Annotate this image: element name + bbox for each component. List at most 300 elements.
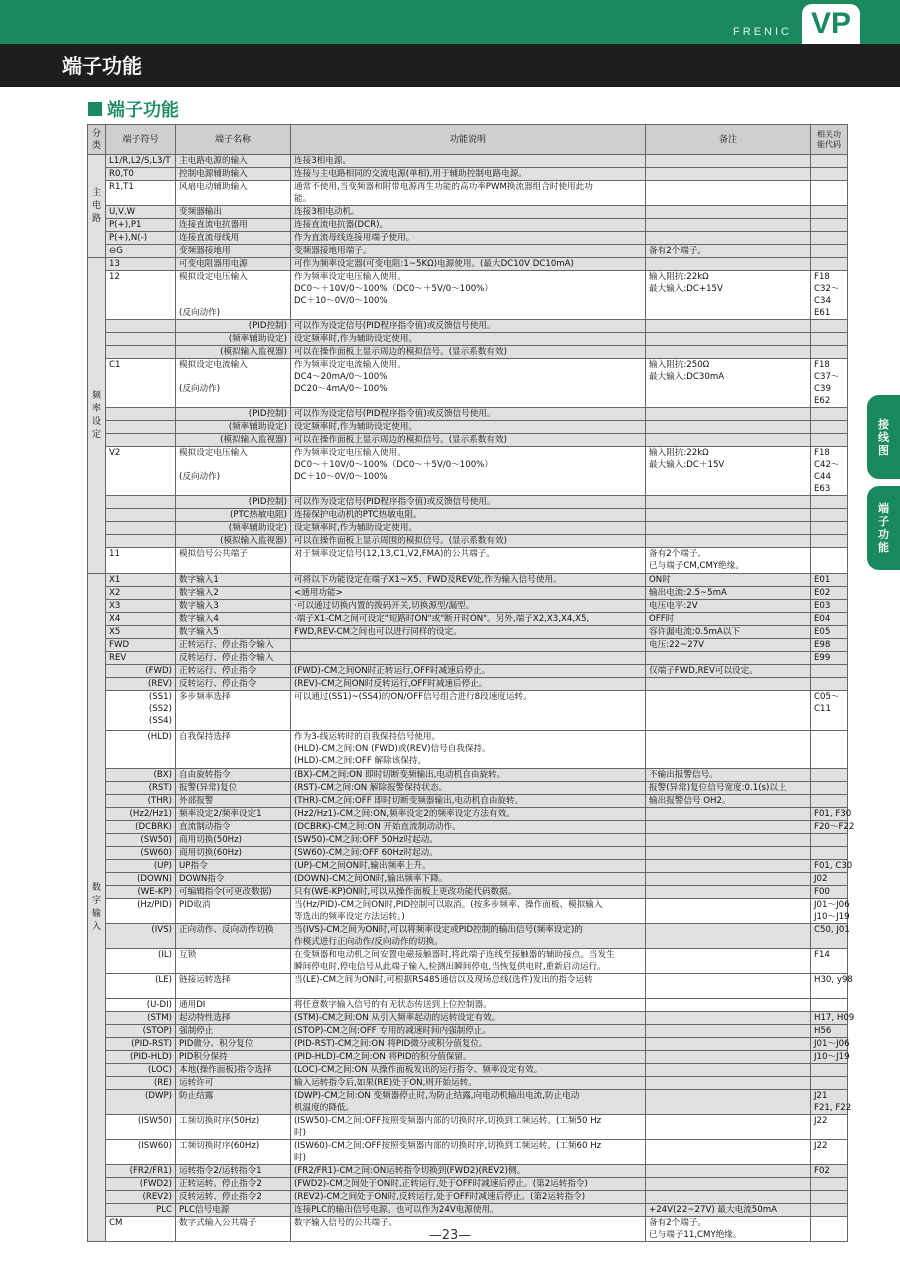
terminal-name: 互锁 (176, 949, 291, 974)
terminal-name: 直流制动指令 (176, 821, 291, 834)
terminal-name: 模拟设定电压输入 (反向动作) (176, 447, 291, 496)
table-row (88, 1165, 848, 1178)
function-description: 可以作为设定信号(PID程序指令值)或反馈信号使用。 (291, 408, 646, 421)
function-codes (811, 509, 848, 522)
table-row (88, 320, 848, 333)
function-codes (811, 999, 848, 1012)
terminal-name: 运转指令2/运转指令1 (176, 1165, 291, 1178)
function-codes (811, 346, 848, 359)
function-codes (811, 522, 848, 535)
remarks (646, 219, 811, 232)
terminal-name: 通用DI (176, 999, 291, 1012)
remarks (646, 496, 811, 509)
function-description: ·可以通过切换内置的拨码开关,切换源型/漏型。 (291, 600, 646, 613)
remarks (646, 421, 811, 434)
function-codes (811, 155, 848, 168)
brand-series-text: FRENIC (733, 26, 792, 38)
page-footer: —23— (428, 1228, 472, 1243)
terminal-name: (频率辅助设定) (176, 522, 291, 535)
terminal-symbol (106, 408, 176, 421)
table-row (88, 1140, 848, 1165)
terminal-name: 工频切换时序(60Hz) (176, 1140, 291, 1165)
table-row (88, 219, 848, 232)
remarks: OFF时 (646, 613, 811, 626)
function-codes: F14 (811, 949, 848, 974)
terminal-symbol: (LOC) (106, 1064, 176, 1077)
table-row (88, 613, 848, 626)
terminal-symbol: (RST) (106, 782, 176, 795)
function-description: 数字输入信号的公共端子。 (291, 1217, 646, 1242)
terminal-symbol: (DOWN) (106, 873, 176, 886)
function-description: (DOWN)-CM之间ON时,输出频率下降。 (291, 873, 646, 886)
table-row (88, 899, 848, 924)
terminal-name: 自我保持选择 (176, 731, 291, 769)
terminal-symbol (106, 434, 176, 447)
terminal-symbol: (FR2/FR1) (106, 1165, 176, 1178)
function-codes (811, 731, 848, 769)
terminal-symbol: X5 (106, 626, 176, 639)
category-main: 主电路 (88, 155, 106, 258)
remarks: +24V(22~27V) 最大电流50mA (646, 1204, 811, 1217)
terminal-symbol: (IVS) (106, 924, 176, 949)
terminal-name: 频率设定2/频率设定1 (176, 808, 291, 821)
terminal-name: 正向动作、反向动作切换 (176, 924, 291, 949)
terminal-symbol (106, 522, 176, 535)
remarks (646, 1165, 811, 1178)
function-description: 连接保护电动机的PTC热敏电阻。 (291, 509, 646, 522)
terminal-name: 多步频率选择 (176, 691, 291, 731)
remarks (646, 691, 811, 731)
terminal-symbol: X2 (106, 587, 176, 600)
terminal-name: UP指令 (176, 860, 291, 873)
function-description: 作为频率设定电压输入使用。 DC0～＋10V/0～100%（DC0～＋5V/0～100%） DC＋10～0V/0～100% (291, 271, 646, 320)
function-description (291, 639, 646, 652)
category-digital: 数字输入 (88, 574, 106, 1242)
remarks (646, 847, 811, 860)
table-row (88, 678, 848, 691)
function-codes (811, 834, 848, 847)
terminal-name: (PID控制) (176, 496, 291, 509)
remarks (646, 155, 811, 168)
col-header-codes: 相关功能代码 (811, 125, 848, 155)
remarks: 报警(异常)复位信号宽度:0.1(s)以上 (646, 782, 811, 795)
remarks (646, 509, 811, 522)
page-number: 23 (441, 1228, 459, 1243)
remarks (646, 652, 811, 665)
terminal-symbol: (SW60) (106, 847, 176, 860)
terminal-name: 模拟设定电压输入 (反向动作) (176, 271, 291, 320)
terminal-name: 反转运行、停止指令 (176, 678, 291, 691)
terminal-name: PLC信号电源 (176, 1204, 291, 1217)
remarks (646, 1191, 811, 1204)
table-row (88, 1051, 848, 1064)
terminal-name: 报警(异常)复位 (176, 782, 291, 795)
top-banner (0, 0, 900, 44)
terminal-symbol: 12 (106, 271, 176, 320)
function-description: (LOC)-CM之间:ON 从操作面板发出的运行指令、频率设定有效。 (291, 1064, 646, 1077)
terminal-name: 链接运转选择 (176, 974, 291, 999)
terminal-name: 强制停止 (176, 1025, 291, 1038)
terminal-symbol: V2 (106, 447, 176, 496)
remarks (646, 974, 811, 999)
function-codes (811, 219, 848, 232)
terminal-symbol: (WE-KP) (106, 886, 176, 899)
terminal-name: 可变电阻器用电源 (176, 258, 291, 271)
function-description (291, 652, 646, 665)
remarks (646, 1178, 811, 1191)
table-row (88, 691, 848, 731)
function-codes: F18 C42～ C44 E63 (811, 447, 848, 496)
terminal-name: (PID控制) (176, 320, 291, 333)
function-codes: J22 (811, 1140, 848, 1165)
col-header-function: 功能说明 (291, 125, 646, 155)
function-codes (811, 1077, 848, 1090)
table-row (88, 271, 848, 320)
tab-wiring-diagram[interactable]: 接线图 (867, 395, 900, 479)
function-description: 可以通过(SS1)~(SS4)的ON/OFF信号组合进行8段速度运转。 (291, 691, 646, 731)
function-description: 当(IVS)-CM之间为ON时,可以将频率设定或PID控制的输出信号(频率设定)的 作模式进行正向动作/反向动作的切换。 (291, 924, 646, 949)
function-description: (REV2)-CM之间处于ON时,反转运行,处于OFF时减速后停止。(第2运转指令) (291, 1191, 646, 1204)
terminal-name: 数字输入5 (176, 626, 291, 639)
table-row (88, 834, 848, 847)
terminal-symbol (106, 346, 176, 359)
table-row (88, 652, 848, 665)
remarks (646, 1115, 811, 1140)
terminal-name: 反转运行、停止指令输入 (176, 652, 291, 665)
terminal-name: 控制电源辅助输入 (176, 168, 291, 181)
remarks: 备有2个端子。 (646, 245, 811, 258)
function-description: (DWP)-CM之间:ON 变频器停止时,为防止结露,向电动机输出电流,防止电动 机温度的降低。 (291, 1090, 646, 1115)
table-row (88, 600, 848, 613)
table-row (88, 333, 848, 346)
function-codes: J21 F21, F22 (811, 1090, 848, 1115)
terminal-symbol: X1 (106, 574, 176, 587)
remarks: 电压电平:2V (646, 600, 811, 613)
terminal-symbol: (FWD) (106, 665, 176, 678)
table-row (88, 1077, 848, 1090)
function-description: 可以在操作面板上显示周边的模拟信号。(显示系数有效) (291, 434, 646, 447)
terminal-symbol: 13 (106, 258, 176, 271)
function-codes (811, 232, 848, 245)
tab-terminal-functions[interactable]: 端子功能 (867, 486, 900, 570)
terminal-symbol (106, 496, 176, 509)
terminal-name: (模拟输入监视器) (176, 535, 291, 548)
function-codes: F18 C32～ C34 E61 (811, 271, 848, 320)
function-description: (ISW60)-CM之间:OFF按照变频器内部的切换时序,切换到工频运转。(工频60 Hz 时) (291, 1140, 646, 1165)
terminal-name: 模拟设定电流输入 (反向动作) (176, 359, 291, 408)
terminal-symbol: (SW50) (106, 834, 176, 847)
terminal-symbol: U,V,W (106, 206, 176, 219)
function-codes (811, 1064, 848, 1077)
terminal-name: 数字式输入公共端子 (176, 1217, 291, 1242)
remarks (646, 899, 811, 924)
remarks (646, 181, 811, 206)
remarks (646, 731, 811, 769)
terminal-name: 正转运行、停止指令输入 (176, 639, 291, 652)
terminal-name: 模拟信号公共端子 (176, 548, 291, 574)
function-codes: J10～J19 (811, 1051, 848, 1064)
remarks: 仅端子FWD,REV可以设定。 (646, 665, 811, 678)
table-row (88, 359, 848, 408)
function-description: 在变频器和电动机之间安置电磁接触器时,将此端子连线至接触器的辅助接点。当发生 瞬间停电时,停电信号从此端子输入,检测出瞬间停电,当恢复供电时,重新启动运行。 (291, 949, 646, 974)
function-description: 作为频率设定电压输入使用。 DC0～＋10V/0～100%（DC0～＋5V/0～100%） DC＋10～0V/0～100% (291, 447, 646, 496)
terminal-symbol: R0,T0 (106, 168, 176, 181)
terminal-function-table (87, 124, 855, 1242)
terminal-name: 变频器接地用 (176, 245, 291, 258)
function-codes (811, 408, 848, 421)
terminal-symbol (106, 333, 176, 346)
terminal-symbol: (BX) (106, 769, 176, 782)
function-description: 变频器接地用端子。 (291, 245, 646, 258)
remarks (646, 1077, 811, 1090)
function-codes (811, 333, 848, 346)
function-description: 连接3相电动机。 (291, 206, 646, 219)
terminal-name: 商用切换(50Hz) (176, 834, 291, 847)
table-row (88, 1191, 848, 1204)
function-codes (811, 535, 848, 548)
function-codes (811, 496, 848, 509)
terminal-symbol: (FWD2) (106, 1178, 176, 1191)
function-description: (PID-RST)-CM之间:ON 将PID微分或积分值复位。 (291, 1038, 646, 1051)
section-heading (88, 96, 179, 122)
remarks (646, 1064, 811, 1077)
table-row (88, 1204, 848, 1217)
function-codes: E02 (811, 587, 848, 600)
col-header-remarks: 备注 (646, 125, 811, 155)
remarks (646, 535, 811, 548)
function-description: (STOP)-CM之间:OFF 专用的减速时间内强制停止。 (291, 1025, 646, 1038)
function-description: 可以在操作面板上显示周围的模拟信号。(显示系数有效) (291, 535, 646, 548)
terminal-symbol: FWD (106, 639, 176, 652)
remarks (646, 886, 811, 899)
remarks: 输入阻抗:22kΩ 最大输入:DC＋15V (646, 447, 811, 496)
table-row (88, 447, 848, 496)
function-codes: F00 (811, 886, 848, 899)
table-row (88, 1090, 848, 1115)
function-codes: E03 (811, 600, 848, 613)
remarks (646, 873, 811, 886)
function-description: 连接PLC的输出信号电源。也可以作为24V电源使用。 (291, 1204, 646, 1217)
table-row (88, 168, 848, 181)
col-header-symbol: 端子符号 (106, 125, 176, 155)
terminal-symbol: (REV2) (106, 1191, 176, 1204)
remarks (646, 1090, 811, 1115)
function-codes (811, 1178, 848, 1191)
remarks: 备有2个端子。 已与端子11,CMY绝缘。 (646, 1217, 811, 1242)
remarks (646, 168, 811, 181)
function-description: 设定频率时,作为辅助设定使用。 (291, 421, 646, 434)
function-description: FWD,REV-CM之间也可以进行同样的设定。 (291, 626, 646, 639)
function-codes (811, 678, 848, 691)
terminal-name: 运转许可 (176, 1077, 291, 1090)
terminal-symbol: (Hz/PID) (106, 899, 176, 924)
table-row (88, 808, 848, 821)
function-codes (811, 258, 848, 271)
function-codes (811, 548, 848, 574)
remarks (646, 1038, 811, 1051)
terminal-name: 数字输入2 (176, 587, 291, 600)
function-description: (UP)-CM之间ON时,输出频率上升。 (291, 860, 646, 873)
terminal-symbol: (REV) (106, 678, 176, 691)
function-codes (811, 168, 848, 181)
table-row (88, 974, 848, 999)
remarks: 输入阻抗:22kΩ 最大输入:DC+15V (646, 271, 811, 320)
terminal-symbol (106, 320, 176, 333)
page-title: 端子功能 (62, 54, 142, 78)
terminal-symbol: CM (106, 1217, 176, 1242)
remarks (646, 678, 811, 691)
table-row (88, 522, 848, 535)
function-description: 只有(WE-KP)ON时,可以从操作面板上更改功能代码数据。 (291, 886, 646, 899)
terminal-symbol (106, 509, 176, 522)
terminal-name: 自由旋转指令 (176, 769, 291, 782)
table-row (88, 860, 848, 873)
function-codes: E99 (811, 652, 848, 665)
table-row (88, 1178, 848, 1191)
terminal-symbol: PLC (106, 1204, 176, 1217)
terminal-symbol: (PID-RST) (106, 1038, 176, 1051)
terminal-symbol: (RE) (106, 1077, 176, 1090)
terminal-symbol: (IL) (106, 949, 176, 974)
table-row (88, 232, 848, 245)
terminal-symbol: (ISW60) (106, 1140, 176, 1165)
function-codes (811, 181, 848, 206)
function-description: (SW50)-CM之间:OFF 50Hz时起动。 (291, 834, 646, 847)
terminal-name: (PTC热敏电阻) (176, 509, 291, 522)
function-description: 连接直流电抗器(DCR)。 (291, 219, 646, 232)
terminal-symbol: (STM) (106, 1012, 176, 1025)
terminal-symbol: (HLD) (106, 731, 176, 769)
function-codes (811, 320, 848, 333)
remarks (646, 834, 811, 847)
function-description: 可以在操作面板上显示周边的模拟信号。(显示系数有效) (291, 346, 646, 359)
function-codes: H17, H09 (811, 1012, 848, 1025)
table-row (88, 665, 848, 678)
remarks: 输入阻抗:250Ω 最大输入:DC30mA (646, 359, 811, 408)
remarks (646, 232, 811, 245)
function-description: 设定频率时,作为辅助设定使用。 (291, 333, 646, 346)
terminal-name: (PID控制) (176, 408, 291, 421)
function-description: 作为频率设定电流输入使用。 DC4～20mA/0～100% DC20～4mA/0～100% (291, 359, 646, 408)
function-description: 作为直流母线连接用端子使用。 (291, 232, 646, 245)
function-codes (811, 665, 848, 678)
terminal-name: 起动特性选择 (176, 1012, 291, 1025)
function-codes: F20～F22 (811, 821, 848, 834)
table-row (88, 924, 848, 949)
remarks (646, 206, 811, 219)
remarks (646, 1140, 811, 1165)
table-row (88, 587, 848, 600)
terminal-name: PID微分、积分复位 (176, 1038, 291, 1051)
table-row (88, 258, 848, 271)
remarks: 备有2个端子。 已与端子CM,CMY绝缘。 (646, 548, 811, 574)
function-description: (RST)-CM之间:ON 解除报警保持状态。 (291, 782, 646, 795)
terminal-name: 数字输入4 (176, 613, 291, 626)
function-description: <通用功能> (291, 587, 646, 600)
remarks (646, 821, 811, 834)
function-description: (DCBRK)-CM之间:ON 开始直流制动动作。 (291, 821, 646, 834)
function-description: (Hz2/Hz1)-CM之间:ON,频率设定2的频率设定方法有效。 (291, 808, 646, 821)
function-description: 可作为频率设定器(可变电阻:1~5KΩ)电源使用。(最大DC10V DC10mA) (291, 258, 646, 271)
remarks (646, 1012, 811, 1025)
terminal-name: 商用切换(60Hz) (176, 847, 291, 860)
terminal-name: 数字输入1 (176, 574, 291, 587)
table-row (88, 769, 848, 782)
terminal-symbol (106, 421, 176, 434)
remarks (646, 808, 811, 821)
table-row (88, 731, 848, 769)
function-codes (811, 769, 848, 782)
function-description: 设定频率时,作为辅助设定使用。 (291, 522, 646, 535)
terminal-name: (模拟输入监视器) (176, 434, 291, 447)
remarks (646, 860, 811, 873)
function-codes (811, 421, 848, 434)
function-description: 输入运转指令后,如果(RE)处于ON,则开始运转。 (291, 1077, 646, 1090)
table-row (88, 999, 848, 1012)
terminal-symbol: P(+),N(-) (106, 232, 176, 245)
function-description: 对于频率设定信号(12,13,C1,V2,FMA)的公共端子。 (291, 548, 646, 574)
function-codes: E04 (811, 613, 848, 626)
remarks: ON时 (646, 574, 811, 587)
function-codes (811, 206, 848, 219)
terminal-symbol: (STOP) (106, 1025, 176, 1038)
terminal-name: 反转运转、停止指令2 (176, 1191, 291, 1204)
terminal-symbol: 11 (106, 548, 176, 574)
terminal-name: DOWN指令 (176, 873, 291, 886)
terminal-symbol: (SS1) (SS2) (SS4) (106, 691, 176, 731)
terminal-name: (频率辅助设定) (176, 333, 291, 346)
terminal-name: PID取消 (176, 899, 291, 924)
remarks (646, 924, 811, 949)
terminal-symbol: (ISW50) (106, 1115, 176, 1140)
remarks (646, 1025, 811, 1038)
function-codes: C05～ C11 (811, 691, 848, 731)
remarks (646, 949, 811, 974)
function-description: (ISW50)-CM之间:OFF按照变频器内部的切换时序,切换到工频运转。(工频50 Hz 时) (291, 1115, 646, 1140)
terminal-name: 连接直流母线用 (176, 232, 291, 245)
table-row (88, 535, 848, 548)
terminal-name: PID积分保持 (176, 1051, 291, 1064)
table-row (88, 886, 848, 899)
terminal-name: 变频器输出 (176, 206, 291, 219)
table-row (88, 639, 848, 652)
function-description: (BX)-CM之间:ON 即时切断变频输出,电动机自由旋转。 (291, 769, 646, 782)
table-row (88, 245, 848, 258)
terminal-symbol: (U-DI) (106, 999, 176, 1012)
table-row (88, 421, 848, 434)
table-row (88, 782, 848, 795)
function-description: (FWD2)-CM之间处于ON时,正转运行,处于OFF时减速后停止。(第2运转指令) (291, 1178, 646, 1191)
table-row (88, 408, 848, 421)
remarks (646, 320, 811, 333)
terminal-name: 正转运行、停止指令 (176, 665, 291, 678)
terminal-symbol: (DCBRK) (106, 821, 176, 834)
remarks: 不输出报警信号。 (646, 769, 811, 782)
table-row (88, 873, 848, 886)
remarks (646, 333, 811, 346)
table-row (88, 626, 848, 639)
function-codes: E98 (811, 639, 848, 652)
function-description: 当(LE)-CM之间为ON时,可根据RS485通信以及现场总线(选件)发出的指令运转 (291, 974, 646, 999)
function-codes: E01 (811, 574, 848, 587)
remarks (646, 434, 811, 447)
function-description: (FR2/FR1)-CM之间:ON运转指令切换到(FWD2)(REV2)侧。 (291, 1165, 646, 1178)
function-description: (REV)-CM之间ON时反转运行,OFF时减速后停止。 (291, 678, 646, 691)
function-description: (FWD)-CM之间ON时正转运行,OFF时减速后停止。 (291, 665, 646, 678)
function-codes: J02 (811, 873, 848, 886)
function-codes: F01, F30 (811, 808, 848, 821)
terminal-symbol: X3 (106, 600, 176, 613)
